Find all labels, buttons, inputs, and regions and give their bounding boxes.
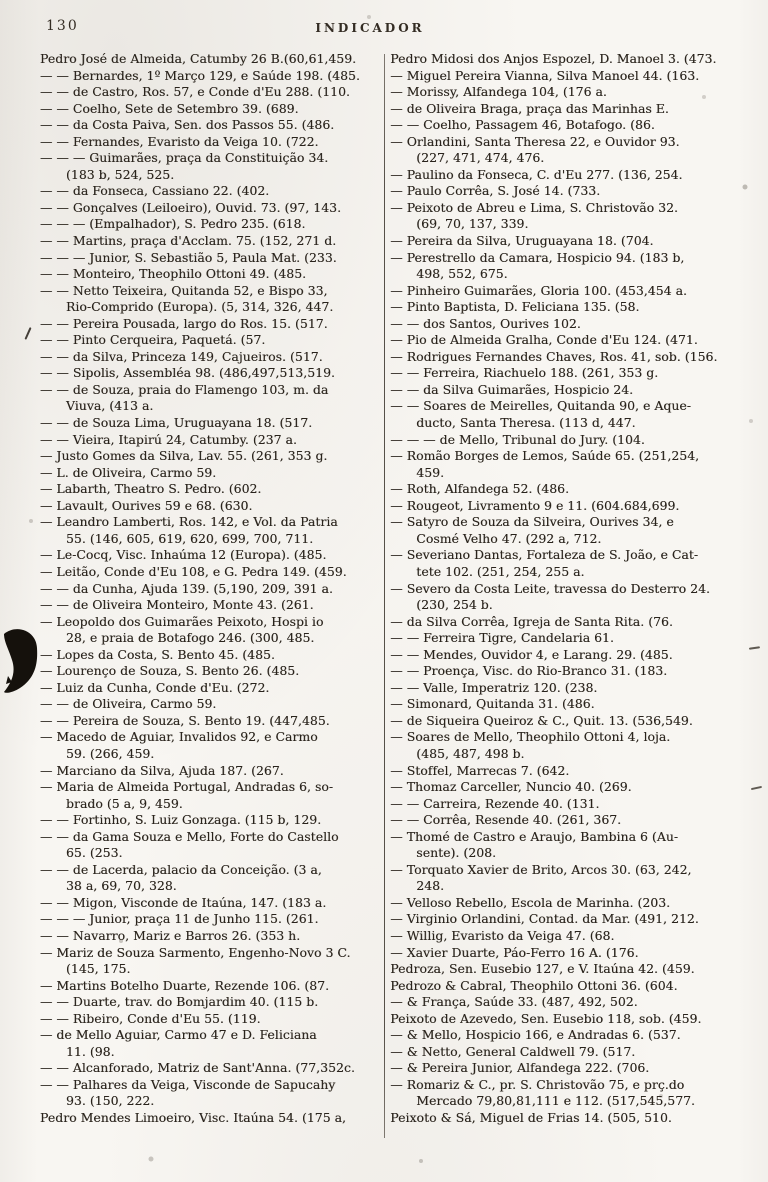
directory-entry-line: — Thomé de Castro e Araujo, Bambina 6 (Au- [390, 828, 679, 844]
directory-entry-line: — — da Fonseca, Cassiano 22. (402. [40, 183, 270, 199]
directory-entry-line: sente). (208. [416, 845, 497, 861]
directory-entry-line: — Velloso Rebello, Escola de Marinha. (203. [390, 894, 671, 910]
scan-speckles [0, 0, 2, 2]
directory-entry-line: — — Pereira de Souza, S. Bento 19. (447,485. [40, 712, 330, 728]
directory-entry-line: — Leandro Lamberti, Ros. 142, e Vol. da Patria [40, 514, 338, 530]
directory-entry-line: Peixoto de Azevedo, Sen. Eusebio 118, sob. (459. [390, 1010, 702, 1026]
directory-entry-line: — — da Gama Souza e Mello, Forte do Castello [40, 828, 339, 844]
directory-entry-line: — de Mello Aguiar, Carmo 47 e D. Feliciana [40, 1027, 317, 1043]
directory-entry-line: — — Navarro, Mariz e Barros 26. (353 h. [40, 927, 301, 943]
directory-entry-line: — de Oliveira Braga, praça das Marinhas E. [390, 100, 669, 116]
directory-entry-line: — — — Junior, praça 11 de Junho 115. (261. [40, 911, 319, 927]
page-number: 130 [46, 18, 79, 34]
directory-entry-line: — Morissy, Alfandega 104, (176 a. [390, 84, 607, 100]
directory-entry-line: — Rougeot, Livramento 9 e 11. (604.684,699. [390, 497, 680, 513]
ink-blob-artifact [2, 626, 42, 696]
directory-entry-line: — Miguel Pereira Vianna, Silva Manoel 44. (163. [390, 67, 700, 83]
directory-entry-line: Pedroza, Sen. Eusebio 127, e V. Itaúna 42. (459. [390, 961, 695, 977]
directory-entry-line: — Romão Borges de Lemos, Saúde 65. (251,254, [390, 448, 700, 464]
directory-entry-line: ducto, Santa Theresa. (113 d, 447. [416, 415, 636, 431]
directory-entry-line: tete 102. (251, 254, 255 a. [416, 563, 585, 579]
directory-entry-line: 38 a, 69, 70, 328. [66, 878, 177, 894]
margin-dash-mark [749, 646, 760, 650]
directory-entry-line: (485, 487, 498 b. [416, 745, 525, 761]
directory-entry-line: — Rodrigues Fernandes Chaves, Ros. 41, sob. (156. [390, 348, 718, 364]
directory-entry-line: — Lourenço de Souza, S. Bento 26. (485. [40, 663, 300, 679]
directory-entry-line: — — da Cunha, Ajuda 139. (5,190, 209, 391 a. [40, 580, 333, 596]
directory-entry-line: — Paulino da Fonseca, C. d'Eu 277. (136, 254. [390, 166, 683, 182]
directory-entry-line: — — Sipolis, Assembléa 98. (486,497,513,519. [40, 365, 335, 381]
directory-entry-line: Viuva, (413 a. [66, 398, 154, 414]
directory-entry-line: — Torquato Xavier de Brito, Arcos 30. (63, 242, [390, 861, 692, 877]
directory-entry-line: Pedrozo & Cabral, Theophilo Ottoni 36. (604. [390, 977, 678, 993]
directory-entry-line: — — de Lacerda, palacio da Conceição. (3 a, [40, 861, 322, 877]
directory-entry-line: — — Valle, Imperatriz 120. (238. [390, 679, 598, 695]
directory-entry-line: — Lopes da Costa, S. Bento 45. (485. [40, 646, 275, 662]
directory-entry-line: — — Proença, Visc. do Rio-Branco 31. (183. [390, 663, 668, 679]
directory-entry-line: 11. (98. [66, 1043, 115, 1059]
directory-entry-line: — — Carreira, Rezende 40. (131. [390, 795, 600, 811]
directory-entry-line: — Severo da Costa Leite, travessa do Desterro 24. [390, 580, 711, 596]
directory-entry-line: — Virginio Orlandini, Contad. da Mar. (491, 212. [390, 911, 699, 927]
directory-entry-line: — — Fernandes, Evaristo da Veiga 10. (722. [40, 133, 319, 149]
directory-entry-line: — — da Silva Guimarães, Hospicio 24. [390, 381, 634, 397]
running-title: INDICADOR [315, 21, 425, 35]
directory-entry-line: — — de Oliveira, Carmo 59. [40, 696, 217, 712]
directory-entry-line: Mercado 79,80,81,111 e 112. (517,545,577. [416, 1093, 696, 1109]
directory-entry-line: — Maria de Almeida Portugal, Andradas 6, so- [40, 779, 334, 795]
directory-entry-line: — — — Guimarães, praça da Constituição 34. [40, 150, 329, 166]
directory-entry-line: — Satyro de Souza da Silveira, Ourives 34, e [390, 514, 674, 530]
margin-dash-mark [751, 786, 762, 791]
directory-entry-line: (183 b, 524, 525. [66, 166, 175, 182]
directory-entry-line: — Pinto Baptista, D. Feliciana 135. (58. [390, 299, 640, 315]
directory-entry-line: 498, 552, 675. [416, 266, 508, 282]
directory-entry-line: 459. [416, 464, 445, 480]
directory-entry-line: — — Pinto Cerqueira, Paquetá. (57. [40, 332, 266, 348]
directory-entry-line: 55. (146, 605, 619, 620, 699, 700, 711. [66, 530, 314, 546]
directory-entry-line: — Martins Botelho Duarte, Rezende 106. (87. [40, 977, 330, 993]
directory-entry-line: — — Coelho, Sete de Setembro 39. (689. [40, 100, 299, 116]
directory-entry-line: — — dos Santos, Ourives 102. [390, 315, 581, 331]
directory-entry-line: — Xavier Duarte, Páo-Ferro 16 A. (176. [390, 944, 639, 960]
directory-entry-line: — — Palhares da Veiga, Visconde de Sapucahy [40, 1076, 336, 1092]
directory-entry-line: — Roth, Alfandega 52. (486. [390, 481, 570, 497]
directory-entry-line: — & França, Saúde 33. (487, 492, 502. [390, 994, 638, 1010]
directory-entry-line: (230, 254 b. [416, 597, 493, 613]
directory-entry-line: — Simonard, Quitanda 31. (486. [390, 696, 595, 712]
directory-entry-line: — — Bernardes, 1º Março 129, e Saúde 198. (485. [40, 67, 360, 83]
directory-entry-line: (69, 70, 137, 339. [416, 216, 529, 232]
directory-entry-line: — Pio de Almeida Gralha, Conde d'Eu 124. (471. [390, 332, 698, 348]
directory-entry-line: — — de Castro, Ros. 57, e Conde d'Eu 288. (110. [40, 84, 350, 100]
directory-entry-line: — Peixoto de Abreu e Lima, S. Christovão 32. [390, 199, 679, 215]
directory-entry-line: — Luiz da Cunha, Conde d'Eu. (272. [40, 679, 270, 695]
directory-entry-line: — Soares de Mello, Theophilo Ottoni 4, loja. [390, 729, 671, 745]
directory-entry-line: — — — de Mello, Tribunal do Jury. (104. [390, 431, 645, 447]
directory-entry-line: — — — Junior, S. Sebastião 5, Paula Mat. (233. [40, 249, 337, 265]
directory-entry-line: 248. [416, 878, 445, 894]
directory-entry-line: — — Fortinho, S. Luiz Gonzaga. (115 b, 129. [40, 812, 322, 828]
directory-entry-line: — Mariz de Souza Sarmento, Engenho-Novo 3 C. [40, 944, 351, 960]
directory-entry-line: Pedro Midosi dos Anjos Espozel, D. Manoel 3. (473. [390, 51, 717, 66]
directory-entry-line: — Labarth, Theatro S. Pedro. (602. [40, 481, 262, 497]
directory-entry-line: — — de Souza, praia do Flamengo 103, m. da [40, 381, 329, 397]
left-column [40, 51, 383, 1138]
directory-entry-line: brado (5 a, 9, 459. [66, 795, 183, 811]
directory-entry-line: — & Mello, Hospicio 166, e Andradas 6. (537. [390, 1027, 681, 1043]
directory-entry-line: — Pinheiro Guimarães, Gloria 100. (453,454 a. [390, 282, 688, 298]
right-column [390, 51, 752, 1138]
directory-entry-line: — — Vieira, Itapirú 24, Catumby. (237 a. [40, 431, 297, 447]
directory-entry-line: — Willig, Evaristo da Veiga 47. (68. [390, 927, 615, 943]
directory-entry-line: — — da Silva, Princeza 149, Cajueiros. (517. [40, 348, 323, 364]
directory-entry-line: — Stoffel, Marrecas 7. (642. [390, 762, 570, 778]
directory-entry-line: — — Gonçalves (Leiloeiro), Ouvid. 73. (97, 143. [40, 199, 342, 215]
directory-entry-line: — Thomaz Carceller, Nuncio 40. (269. [390, 779, 632, 795]
directory-entry-line: — — Monteiro, Theophilo Ottoni 49. (485. [40, 266, 307, 282]
directory-entry-line: Peixoto & Sá, Miguel de Frias 14. (505, 510. [390, 1110, 672, 1125]
directory-entry-line: 65. (253. [66, 845, 123, 861]
directory-entry-line: (145, 175. [66, 961, 131, 977]
directory-entry-line: — — Migon, Visconde de Itaúna, 147. (183 a. [40, 894, 327, 910]
directory-entry-line: — — Pereira Pousada, largo do Ros. 15. (517. [40, 315, 328, 331]
directory-entry-line: — — Corrêa, Resende 40. (261, 367. [390, 812, 622, 828]
directory-entry-line: — — da Costa Paiva, Sen. dos Passos 55. (486. [40, 117, 335, 133]
directory-entry-line: (227, 471, 474, 476. [416, 150, 545, 166]
stray-pen-mark [24, 327, 31, 340]
directory-entry-line: — Perestrello da Camara, Hospicio 94. (183 b, [390, 249, 685, 265]
directory-entry-line: — Leopoldo dos Guimarães Peixoto, Hospi io [40, 613, 324, 629]
column-divider-rule [384, 54, 385, 1138]
directory-entry-line: — — Ferreira, Riachuelo 188. (261, 353 g. [390, 365, 659, 381]
text-columns [40, 51, 752, 1138]
directory-entry-line: 28, e praia de Botafogo 246. (300, 485. [66, 630, 315, 646]
directory-entry-line: Pedro José de Almeida, Catumby 26 B.(60,61,459. [40, 51, 357, 66]
directory-entry-line: — — Alcanforado, Matriz de Sant'Anna. (77,352c. [40, 1060, 355, 1076]
directory-entry-line: Rio-Comprido (Europa). (5, 314, 326, 447. [66, 299, 334, 315]
directory-entry-line: Pedro Mendes Limoeiro, Visc. Itaúna 54. (175 a, [40, 1110, 347, 1125]
directory-entry-line: — Orlandini, Santa Theresa 22, e Ouvidor 93. [390, 133, 680, 149]
directory-entry-line: — — Soares de Meirelles, Quitanda 90, e Aque- [390, 398, 692, 414]
directory-entry-line: — Lavault, Ourives 59 e 68. (630. [40, 497, 253, 513]
directory-entry-line: — — de Oliveira Monteiro, Monte 43. (261. [40, 597, 314, 613]
page-header [0, 16, 768, 42]
directory-entry-line: — & Netto, General Caldwell 79. (517. [390, 1043, 636, 1059]
directory-entry-line: — & Pereira Junior, Alfandega 222. (706. [390, 1060, 650, 1076]
directory-entry-line: 59. (266, 459. [66, 745, 155, 761]
directory-entry-line: — — Netto Teixeira, Quitanda 52, e Bispo 33, [40, 282, 328, 298]
directory-entry-line: — Macedo de Aguiar, Invalidos 92, e Carmo [40, 729, 318, 745]
directory-entry-line: — de Siqueira Queiroz & C., Quit. 13. (536,549. [390, 712, 693, 728]
directory-entry-line: — — Mendes, Ouvidor 4, e Larang. 29. (485. [390, 646, 673, 662]
directory-entry-line: 93. (150, 222. [66, 1093, 155, 1109]
directory-entry-line: Cosmé Velho 47. (292 a, 712. [416, 530, 602, 546]
directory-entry-line: — Pereira da Silva, Uruguayana 18. (704. [390, 233, 654, 249]
directory-entry-line: — Severiano Dantas, Fortaleza de S. João, e Cat- [390, 547, 699, 563]
directory-entry-line: — L. de Oliveira, Carmo 59. [40, 464, 217, 480]
directory-entry-line: — — — (Empalhador), S. Pedro 235. (618. [40, 216, 306, 232]
directory-entry-line: — — de Souza Lima, Uruguayana 18. (517. [40, 415, 313, 431]
directory-entry-line: — — Ferreira Tigre, Candelaria 61. [390, 630, 614, 646]
directory-entry-line: — Le-Cocq, Visc. Inhaúma 12 (Europa). (485. [40, 547, 327, 563]
directory-entry-line: — — Martins, praça d'Acclam. 75. (152, 271 d. [40, 233, 337, 249]
directory-entry-line: — — Coelho, Passagem 46, Botafogo. (86. [390, 117, 655, 133]
directory-entry-line: — Paulo Corrêa, S. José 14. (733. [390, 183, 601, 199]
directory-entry-line: — — Ribeiro, Conde d'Eu 55. (119. [40, 1010, 261, 1026]
directory-entry-line: — Romariz & C., pr. S. Christovão 75, e prç.do [390, 1076, 685, 1092]
directory-entry-line: — Marciano da Silva, Ajuda 187. (267. [40, 762, 284, 778]
directory-entry-line: — — Duarte, trav. do Bomjardim 40. (115 b. [40, 994, 319, 1010]
directory-entry-line: — Justo Gomes da Silva, Lav. 55. (261, 353 g. [40, 448, 328, 464]
directory-entry-line: — da Silva Corrêa, Igreja de Santa Rita. (76. [390, 613, 673, 629]
directory-entry-line: — Leitão, Conde d'Eu 108, e G. Pedra 149. (459. [40, 563, 347, 579]
